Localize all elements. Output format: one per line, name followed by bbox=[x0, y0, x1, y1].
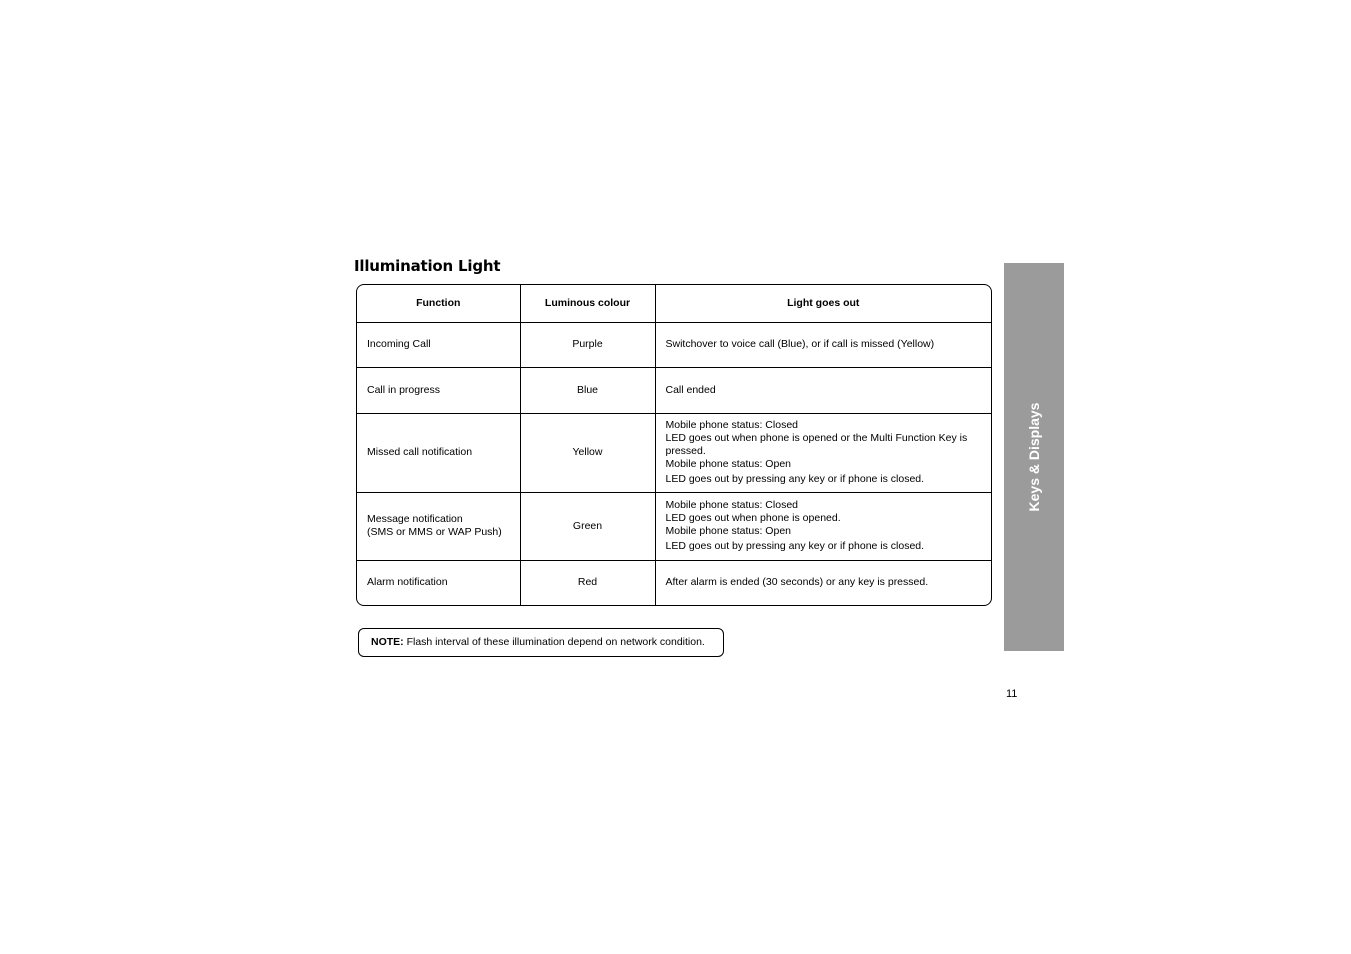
goes-out-text: Mobile phone status: Open bbox=[665, 458, 791, 470]
table-header-row bbox=[357, 285, 991, 322]
function-text: Alarm notification bbox=[367, 576, 448, 589]
goes-out-text: Mobile phone status: Open bbox=[665, 525, 791, 537]
goes-out-cell bbox=[655, 367, 991, 413]
function-text: Message notification bbox=[367, 513, 463, 525]
function-cell bbox=[357, 322, 520, 367]
colour-cell: Red bbox=[520, 560, 655, 605]
goes-out-cell bbox=[655, 322, 991, 367]
function-cell bbox=[357, 367, 520, 413]
function-text: (SMS or MMS or WAP Push) bbox=[367, 526, 502, 538]
colour-cell: Green bbox=[520, 492, 655, 560]
page-number: 11 bbox=[1006, 688, 1018, 700]
header-light-goes-out: Light goes out bbox=[655, 285, 991, 322]
goes-out-cell bbox=[655, 560, 991, 605]
illumination-table bbox=[356, 284, 992, 606]
page-title: Illumination Light bbox=[354, 257, 501, 275]
function-cell bbox=[357, 413, 520, 492]
goes-out-text: Mobile phone status: Closed bbox=[665, 499, 798, 511]
goes-out-text: Call ended bbox=[665, 383, 716, 396]
goes-out-text: LED goes out by pressing any key or if phone is closed. bbox=[665, 540, 925, 552]
section-sidebar-tab bbox=[1004, 263, 1064, 651]
goes-out-cell bbox=[655, 492, 991, 560]
goes-out-text: After alarm is ended (30 seconds) or any key is pressed. bbox=[665, 576, 929, 589]
colour-cell: Purple bbox=[520, 322, 655, 367]
table-row bbox=[357, 413, 991, 492]
note-box bbox=[358, 628, 724, 657]
colour-cell: Blue bbox=[520, 367, 655, 413]
goes-out-text: LED goes out when phone is opened or the Multi Function Key is pressed. bbox=[665, 432, 968, 457]
table-row bbox=[357, 560, 991, 605]
goes-out-cell bbox=[655, 413, 991, 492]
header-luminous-colour: Luminous colour bbox=[520, 285, 655, 322]
note-label: NOTE: bbox=[371, 636, 404, 648]
colour-cell: Yellow bbox=[520, 413, 655, 492]
table-row bbox=[357, 492, 991, 560]
function-cell bbox=[357, 560, 520, 605]
function-text: Incoming Call bbox=[367, 338, 431, 350]
sidebar-label: Keys & Displays bbox=[1026, 402, 1042, 512]
goes-out-text: LED goes out by pressing any key or if phone is closed. bbox=[665, 473, 925, 485]
goes-out-text: Mobile phone status: Closed bbox=[665, 419, 798, 431]
goes-out-text: LED goes out when phone is opened. bbox=[665, 512, 841, 524]
function-text: Missed call notification bbox=[367, 446, 473, 458]
function-text: Call in progress bbox=[367, 383, 440, 396]
function-cell bbox=[357, 492, 520, 560]
note-text: Flash interval of these illumination depend on network condition. bbox=[406, 636, 705, 648]
goes-out-text: Switchover to voice call (Blue), or if call is missed (Yellow) bbox=[665, 338, 935, 350]
header-function: Function bbox=[357, 285, 520, 322]
table-row bbox=[357, 322, 991, 367]
table-row bbox=[357, 367, 991, 413]
